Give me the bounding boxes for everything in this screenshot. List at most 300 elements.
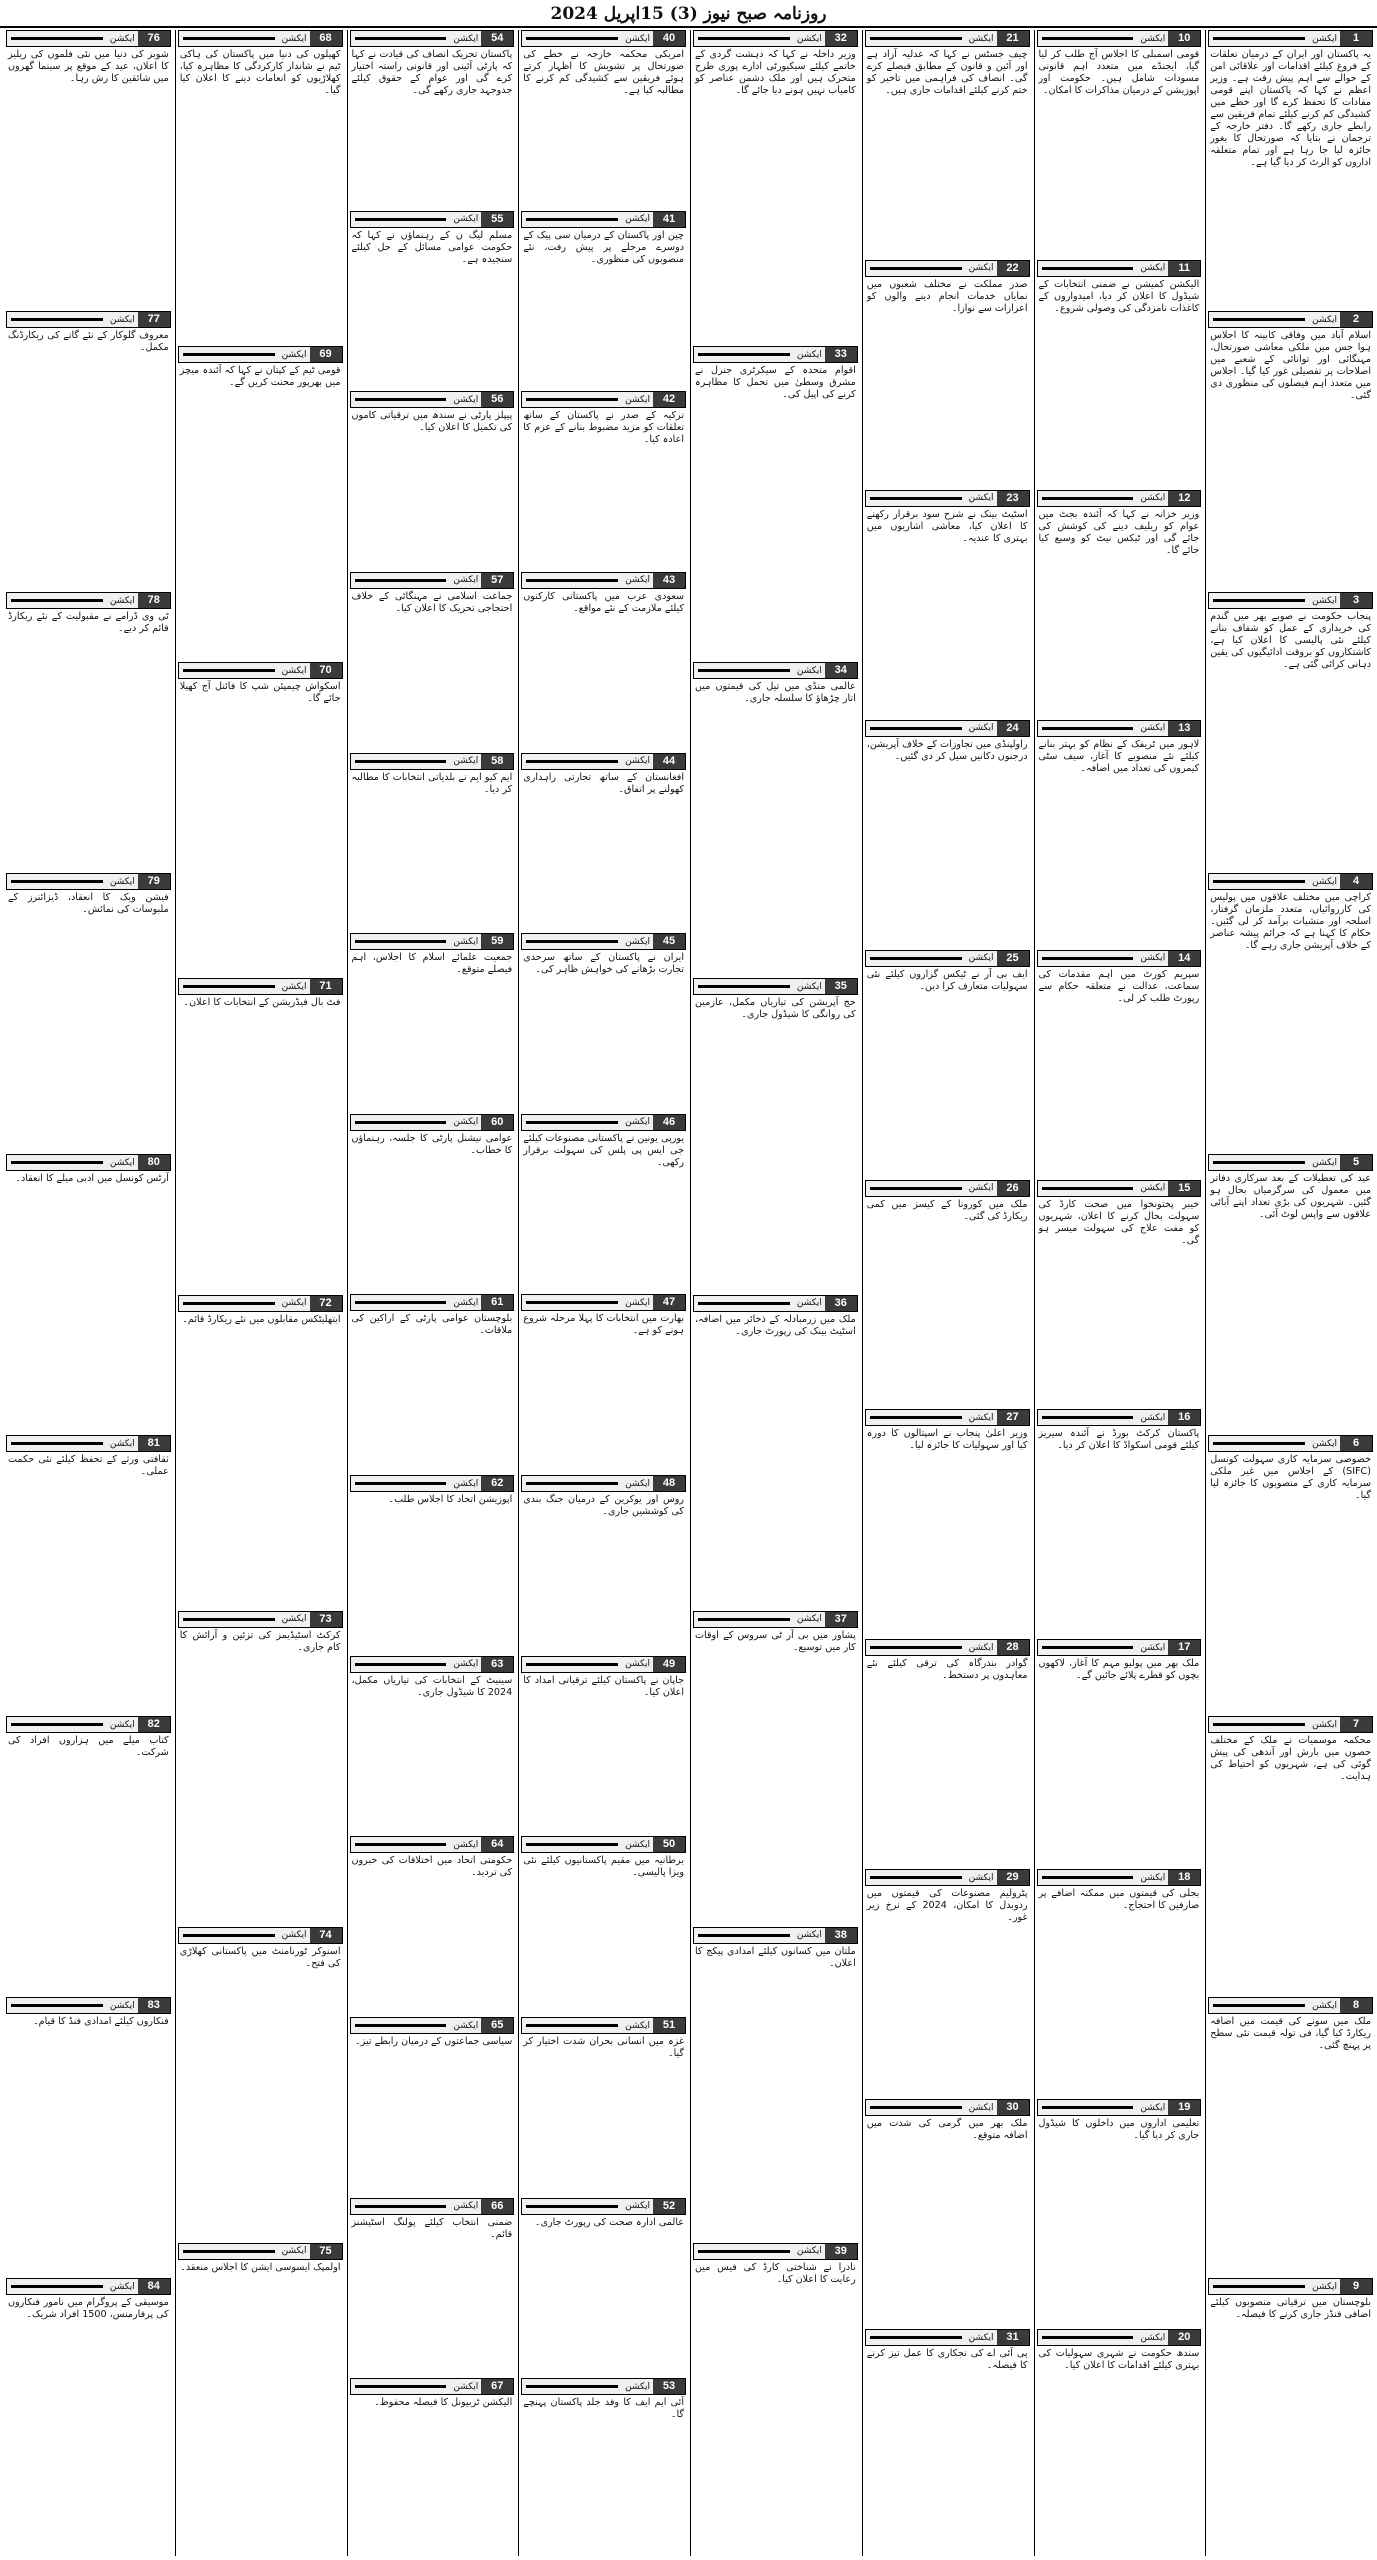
news-item-text: اولمپک ایسوسی ایشن کا اجلاس منعقد۔ bbox=[180, 2261, 341, 2273]
news-item-header bbox=[350, 1836, 515, 1853]
news-item-text: آرٹس کونسل میں ادبی میلے کا انعقاد۔ bbox=[15, 1173, 169, 1184]
header-rule bbox=[355, 2205, 447, 2208]
header-rule bbox=[11, 318, 103, 321]
section-label: ایکشن bbox=[281, 349, 307, 360]
news-item bbox=[521, 1656, 686, 1834]
header-rule bbox=[1213, 37, 1305, 40]
news-item bbox=[1037, 260, 1202, 487]
news-item bbox=[1037, 1869, 1202, 2096]
news-item-header bbox=[693, 346, 858, 363]
header-rule bbox=[870, 497, 962, 500]
section-label: ایکشن bbox=[109, 2281, 135, 2292]
section-label: ایکشن bbox=[109, 876, 135, 887]
news-item bbox=[1208, 873, 1373, 1151]
news-item bbox=[1208, 1997, 1373, 2275]
section-label: ایکشن bbox=[109, 314, 135, 325]
news-item-text: اسنوکر ٹورنامنٹ میں پاکستانی کھلاڑی کی فتح۔ bbox=[179, 1945, 341, 1969]
news-item-header bbox=[521, 2378, 686, 2395]
header-rule bbox=[183, 669, 275, 672]
header-rule bbox=[183, 353, 275, 356]
news-item-text: پاکستان تحریک انصاف کی قیادت نے کہا کہ پارٹی آئینی اور قانونی راستہ اختیار کرے گی اور عوام کے حقوق کیلئے جدوجہد جاری رکھے گی۔ bbox=[351, 49, 513, 96]
news-item-text: پاکستان کرکٹ بورڈ نے آئندہ سیریز کیلئے قومی اسکواڈ کا اعلان کر دیا۔ bbox=[1038, 1428, 1200, 1452]
news-item bbox=[1208, 30, 1373, 308]
header-rule bbox=[183, 37, 275, 40]
section-label: ایکشن bbox=[796, 1298, 822, 1308]
header-rule bbox=[355, 2385, 447, 2388]
section-label: ایکشن bbox=[453, 2381, 479, 2392]
section-label: ایکشن bbox=[796, 1614, 822, 1625]
news-item-number: 13 bbox=[1168, 721, 1200, 736]
section-label: ایکشن bbox=[453, 214, 479, 225]
news-item-number: 47 bbox=[653, 1295, 685, 1310]
news-item bbox=[1037, 490, 1202, 717]
section-label: ایکشن bbox=[625, 936, 650, 947]
news-item bbox=[1208, 2278, 1373, 2556]
news-item-text: اسٹیٹ بینک نے شرح سود برقرار رکھنے کا اعلان کیا، معاشی اشاریوں میں بہتری کا عندیہ۔ bbox=[866, 508, 1028, 544]
news-item bbox=[178, 30, 343, 343]
news-item-header bbox=[350, 2378, 515, 2395]
news-item-header bbox=[521, 1475, 686, 1492]
header-rule bbox=[11, 2285, 103, 2288]
header-rule bbox=[355, 579, 447, 582]
news-item bbox=[350, 1294, 515, 1472]
news-item bbox=[865, 1409, 1030, 1636]
news-item-text: روس اور یوکرین کے درمیان جنگ بندی کی کوششیں جاری۔ bbox=[523, 1494, 684, 1518]
news-item-header bbox=[521, 2017, 686, 2034]
news-item-number: 9 bbox=[1340, 2279, 1372, 2294]
header-rule bbox=[355, 1121, 447, 1124]
news-item-number: 61 bbox=[481, 1295, 513, 1310]
section-label: ایکشن bbox=[453, 575, 479, 586]
news-item-text: یہ پاکستان اور ایران کے درمیان تعلقات کے فروغ کیلئے اقدامات اور علاقائی امن کے حوالے سے اہم پیش رفت ہے۔ وزیر اعظم نے کہا کہ پاکستان اپنے قومی مفادات کا تحفظ کرے گا اور خطے میں کشیدگی کم کرنے کیلئے تمام فریقین سے رابطے جاری رکھے گا۔ دفتر خارجہ کے ترجمان نے بتایا کہ صورتحال کا بغور جائزہ لیا جا رہا ہے اور تمام متعلقہ اداروں کو الرٹ کر دیا گیا ہے۔ bbox=[1210, 49, 1371, 168]
header-rule bbox=[1042, 1416, 1134, 1419]
section-label: ایکشن bbox=[625, 756, 650, 767]
news-item bbox=[865, 2329, 1030, 2556]
news-item bbox=[693, 2243, 858, 2556]
header-rule bbox=[183, 1934, 275, 1937]
news-item bbox=[693, 1611, 858, 1924]
section-label: ایکشن bbox=[968, 1872, 994, 1883]
news-item bbox=[865, 1869, 1030, 2096]
news-item-header bbox=[521, 1656, 686, 1673]
news-item-header bbox=[178, 1295, 343, 1312]
news-item-text: سعودی عرب میں پاکستانی کارکنوں کیلئے ملازمت کے نئے مواقع۔ bbox=[523, 590, 684, 614]
header-rule bbox=[355, 1482, 447, 1485]
news-item-text: ایف بی آر نے ٹیکس گزاروں کیلئے نئی سہولیات متعارف کرا دیں۔ bbox=[866, 968, 1028, 992]
news-item-header bbox=[1037, 260, 1202, 277]
news-item-header bbox=[6, 30, 171, 47]
news-item-text: جمعیت علمائے اسلام کا اجلاس، اہم فیصلے متوقع۔ bbox=[351, 952, 513, 976]
news-item-number: 48 bbox=[653, 1476, 685, 1491]
news-item-text: پنجاب حکومت نے صوبے بھر میں گندم کی خریداری کے عمل کو شفاف بنانے کیلئے نئی پالیسی کا اعلان کیا ہے، کاشتکاروں کو بروقت ادائیگیوں کی یقین دہانی کرائی گئی ہے۔ bbox=[1210, 611, 1371, 670]
header-rule bbox=[11, 1723, 103, 1726]
section-label: ایکشن bbox=[625, 1659, 650, 1670]
news-item-number: 8 bbox=[1340, 1998, 1372, 2013]
news-item-header bbox=[1037, 2329, 1202, 2346]
news-item-text: پشاور میں بی آر ٹی سروس کے اوقات کار میں توسیع۔ bbox=[695, 1629, 856, 1653]
news-item bbox=[178, 662, 343, 975]
header-rule bbox=[1042, 37, 1134, 40]
header-rule bbox=[1213, 1161, 1305, 1164]
news-item-text: ٹی وی ڈرامے نے مقبولیت کے نئے ریکارڈ قائم کر دیے۔ bbox=[8, 611, 169, 634]
news-item-text: شوبز کی دنیا میں نئی فلموں کی ریلیز کا اعلان، عید کے موقع پر سینما گھروں میں شائقین کا رش رہا۔ bbox=[8, 49, 169, 84]
news-item-text: قومی اسمبلی کا اجلاس آج طلب کر لیا گیا، ایجنڈے میں متعدد اہم قانونی مسودات شامل ہیں۔ حکومت اور اپوزیشن کے درمیان مذاکرات کا امکان۔ bbox=[1038, 49, 1200, 96]
header-rule bbox=[355, 37, 447, 40]
news-item-text: خصوصی سرمایہ کاری سہولت کونسل (SIFC) کے اجلاس میں غیر ملکی سرمایہ کاری کے منصوبوں کا جائزہ لیا گیا۔ bbox=[1210, 1454, 1371, 1501]
news-item-number: 62 bbox=[481, 1476, 513, 1491]
news-item-number: 29 bbox=[997, 1870, 1029, 1885]
news-item-header bbox=[350, 572, 515, 589]
news-item bbox=[693, 346, 858, 659]
news-item-header bbox=[865, 490, 1030, 507]
news-item-header bbox=[521, 1836, 686, 1853]
section-label: ایکشن bbox=[796, 33, 822, 44]
news-item-number: 58 bbox=[481, 754, 513, 769]
news-item-number: 26 bbox=[997, 1181, 1029, 1196]
news-item-text: ایران نے پاکستان کے ساتھ سرحدی تجارت بڑھانے کی خواہش ظاہر کی۔ bbox=[523, 952, 684, 976]
news-item-number: 15 bbox=[1168, 1181, 1200, 1196]
news-item-number: 81 bbox=[138, 1436, 170, 1451]
news-item-header bbox=[693, 978, 858, 995]
news-item bbox=[1037, 2329, 1202, 2556]
news-item bbox=[350, 30, 515, 208]
section-label: ایکشن bbox=[1140, 263, 1166, 274]
news-item-text: عالمی ادارہ صحت کی رپورٹ جاری۔ bbox=[534, 2216, 684, 2228]
header-rule bbox=[870, 1416, 962, 1419]
news-item bbox=[521, 2198, 686, 2376]
header-rule bbox=[1213, 880, 1305, 883]
news-item-number: 70 bbox=[310, 663, 342, 678]
news-item bbox=[1208, 1154, 1373, 1432]
section-label: ایکشن bbox=[968, 33, 994, 44]
news-item-number: 25 bbox=[997, 951, 1029, 966]
header-rule bbox=[870, 1876, 962, 1879]
news-item-number: 55 bbox=[481, 212, 513, 227]
header-rule bbox=[526, 1301, 618, 1304]
news-item-header bbox=[521, 572, 686, 589]
news-column bbox=[862, 30, 1030, 2556]
section-label: ایکشن bbox=[1312, 1157, 1337, 1168]
news-item-number: 66 bbox=[481, 2199, 513, 2214]
section-label: ایکشن bbox=[281, 2246, 307, 2257]
section-label: ایکشن bbox=[1140, 1872, 1166, 1883]
news-item-header bbox=[1037, 1869, 1202, 1886]
section-label: ایکشن bbox=[1312, 2000, 1337, 2011]
section-label: ایکشن bbox=[109, 595, 135, 606]
news-item-header bbox=[865, 720, 1030, 737]
header-rule bbox=[526, 2205, 618, 2208]
news-item bbox=[865, 950, 1030, 1177]
header-rule bbox=[698, 353, 790, 356]
news-item bbox=[1037, 720, 1202, 947]
header-rule bbox=[355, 1301, 447, 1304]
news-item-text: فٹ بال فیڈریشن کے انتخابات کا اعلان۔ bbox=[183, 997, 341, 1009]
news-item-text: ملک میں کورونا کے کیسز میں کمی ریکارڈ کی گئی۔ bbox=[866, 1198, 1028, 1222]
news-item-number: 72 bbox=[310, 1296, 342, 1311]
section-label: ایکشن bbox=[968, 1412, 994, 1423]
news-item-number: 59 bbox=[481, 934, 513, 949]
news-item bbox=[865, 2099, 1030, 2326]
news-item bbox=[693, 662, 858, 975]
news-item-number: 2 bbox=[1340, 312, 1372, 327]
news-item-number: 63 bbox=[481, 1657, 513, 1672]
news-item bbox=[178, 2243, 343, 2556]
news-item-header bbox=[1208, 30, 1373, 47]
header-rule bbox=[526, 2024, 618, 2027]
news-item-number: 38 bbox=[825, 1928, 857, 1943]
news-item-number: 68 bbox=[310, 31, 342, 46]
news-item bbox=[1037, 950, 1202, 1177]
news-item-header bbox=[1208, 873, 1373, 890]
header-rule bbox=[870, 1187, 962, 1190]
section-label: ایکشن bbox=[625, 2201, 650, 2212]
news-item-number: 21 bbox=[997, 31, 1029, 46]
news-column bbox=[518, 30, 686, 2556]
news-item-text: حج آپریشن کی تیاریاں مکمل، عازمین کی روانگی کا شیڈول جاری۔ bbox=[695, 997, 856, 1021]
section-label: ایکشن bbox=[453, 756, 479, 767]
news-item-header bbox=[350, 1475, 515, 1492]
news-item-text: آئی ایم ایف کا وفد جلد پاکستان پہنچے گا۔ bbox=[523, 2397, 684, 2421]
news-column bbox=[175, 30, 343, 2556]
news-item-header bbox=[865, 2329, 1030, 2346]
news-item-header bbox=[865, 260, 1030, 277]
header-rule bbox=[526, 37, 618, 40]
news-item-number: 36 bbox=[825, 1296, 857, 1311]
news-item-text: سیاسی جماعتوں کے درمیان رابطے تیز۔ bbox=[355, 2036, 513, 2048]
section-label: ایکشن bbox=[1140, 1642, 1166, 1653]
news-item-number: 33 bbox=[825, 347, 857, 362]
section-label: ایکشن bbox=[453, 33, 479, 44]
news-item-text: ملک بھر میں پولیو مہم کا آغاز، لاکھوں بچوں کو قطرے پلائے جائیں گے۔ bbox=[1038, 1658, 1200, 1682]
news-item-header bbox=[1208, 2278, 1373, 2295]
news-item-text: راولپنڈی میں تجاوزات کے خلاف آپریشن، درجنوں دکانیں سیل کر دی گئیں۔ bbox=[866, 738, 1028, 762]
news-item-text: اپوزیشن اتحاد کا اجلاس طلب۔ bbox=[388, 1494, 513, 1506]
news-item-number: 22 bbox=[997, 261, 1029, 276]
news-item-number: 39 bbox=[825, 2244, 857, 2259]
header-rule bbox=[1213, 318, 1305, 321]
news-item-header bbox=[1208, 1435, 1373, 1452]
header-rule bbox=[1213, 599, 1305, 602]
news-item-number: 79 bbox=[138, 874, 170, 889]
section-label: ایکشن bbox=[109, 1719, 135, 1730]
news-item-text: ضمنی انتخاب کیلئے پولنگ اسٹیشنز قائم۔ bbox=[351, 2216, 513, 2240]
news-item-header bbox=[6, 311, 171, 328]
header-rule bbox=[1042, 2106, 1134, 2109]
news-item-text: امریکی محکمہ خارجہ نے خطے کی صورتحال پر تشویش کا اظہار کرتے ہوئے فریقین سے کشیدگی کم کرنے کا مطالبہ کیا ہے۔ bbox=[523, 49, 684, 96]
header-rule bbox=[1042, 957, 1134, 960]
news-item-number: 51 bbox=[653, 2018, 685, 2033]
news-item-text: وزیر خزانہ نے کہا کہ آئندہ بجٹ میں عوام کو ریلیف دینے کی کوشش کی جائے گی اور ٹیکس نیٹ کو وسیع کیا جائے گا۔ bbox=[1038, 508, 1200, 556]
header-rule bbox=[698, 1302, 790, 1305]
news-item-text: افغانستان کے ساتھ تجارتی راہداری کھولنے پر اتفاق۔ bbox=[523, 771, 684, 795]
news-item-number: 6 bbox=[1340, 1436, 1372, 1451]
header-rule bbox=[355, 760, 447, 763]
news-item bbox=[865, 1180, 1030, 1407]
header-rule bbox=[183, 1302, 275, 1305]
news-item bbox=[350, 391, 515, 569]
news-item-header bbox=[1208, 592, 1373, 609]
news-item bbox=[6, 1716, 171, 1994]
news-item-number: 76 bbox=[138, 31, 170, 46]
news-item-text: حکومتی اتحاد میں اختلافات کی خبروں کی تردید۔ bbox=[351, 1855, 513, 1879]
news-item-header bbox=[350, 1294, 515, 1311]
news-item bbox=[865, 720, 1030, 947]
news-item-number: 57 bbox=[481, 573, 513, 588]
news-item-number: 65 bbox=[481, 2018, 513, 2033]
news-item-number: 41 bbox=[653, 212, 685, 227]
section-label: ایکشن bbox=[453, 2020, 479, 2031]
news-item-text: وزیر داخلہ نے کہا کہ دہشت گردی کے خاتمے کیلئے سیکیورٹی ادارے پوری طرح متحرک ہیں اور ملک دشمن عناصر کو کامیاب نہیں ہونے دیا جائے گا۔ bbox=[695, 49, 856, 96]
news-item-number: 54 bbox=[481, 31, 513, 46]
news-item-number: 10 bbox=[1168, 31, 1200, 46]
news-item-number: 46 bbox=[653, 1115, 685, 1130]
news-item-text: ترکیہ کے صدر نے پاکستان کے ساتھ تعلقات کو مزید مضبوط بنانے کے عزم کا اعادہ کیا۔ bbox=[523, 410, 684, 446]
news-item bbox=[6, 2278, 171, 2556]
header-rule bbox=[870, 2336, 962, 2339]
news-item-text: یورپی یونین نے پاکستانی مصنوعات کیلئے جی ایس پی پلس کی سہولت برقرار رکھی۔ bbox=[523, 1132, 684, 1168]
header-rule bbox=[526, 579, 618, 582]
news-item bbox=[1208, 311, 1373, 589]
news-item-header bbox=[1208, 1997, 1373, 2014]
news-item bbox=[521, 933, 686, 1111]
news-item-header bbox=[521, 391, 686, 408]
news-item bbox=[521, 1475, 686, 1653]
news-item-text: عید کی تعطیلات کے بعد سرکاری دفاتر میں معمول کی سرگرمیاں بحال ہو گئیں۔ شہریوں کی بڑی تعداد اپنے آبائی علاقوں سے واپس لوٹ آئی۔ bbox=[1210, 1173, 1371, 1220]
news-item bbox=[350, 1114, 515, 1292]
news-item-header bbox=[350, 1114, 515, 1131]
news-item bbox=[350, 2198, 515, 2376]
news-item bbox=[6, 311, 171, 589]
section-label: ایکشن bbox=[625, 33, 650, 44]
section-label: ایکشن bbox=[453, 394, 479, 405]
header-rule bbox=[1213, 1723, 1305, 1726]
section-label: ایکشن bbox=[625, 575, 650, 586]
news-item-text: سینیٹ کے انتخابات کی تیاریاں مکمل، 2024 کا شیڈول جاری۔ bbox=[351, 1674, 513, 1698]
news-item-header bbox=[6, 592, 171, 609]
news-item bbox=[178, 1611, 343, 1924]
news-item-number: 20 bbox=[1168, 2330, 1200, 2345]
news-item-text: وزیر اعلیٰ پنجاب نے اسپتالوں کا دورہ کیا اور سہولیات کا جائزہ لیا۔ bbox=[866, 1428, 1028, 1452]
news-item-text: بلوچستان عوامی پارٹی کے اراکین کی ملاقات۔ bbox=[351, 1313, 513, 1337]
news-item-header bbox=[178, 662, 343, 679]
news-item-text: برطانیہ میں مقیم پاکستانیوں کیلئے نئی ویزا پالیسی۔ bbox=[523, 1855, 684, 1879]
news-item bbox=[521, 1836, 686, 2014]
news-item-text: بجلی کی قیمتوں میں ممکنہ اضافے پر صارفین کا احتجاج۔ bbox=[1038, 1888, 1200, 1912]
section-label: ایکشن bbox=[968, 263, 994, 274]
news-item bbox=[6, 30, 171, 308]
news-item-number: 69 bbox=[310, 347, 342, 362]
news-item-number: 35 bbox=[825, 979, 857, 994]
news-item-header bbox=[178, 978, 343, 995]
section-label: ایکشن bbox=[625, 2020, 650, 2031]
news-item bbox=[350, 1475, 515, 1653]
header-rule bbox=[11, 880, 103, 883]
section-label: ایکشن bbox=[968, 953, 994, 964]
section-label: ایکشن bbox=[625, 1839, 650, 1850]
section-label: ایکشن bbox=[1140, 2332, 1166, 2343]
header-rule bbox=[698, 1618, 790, 1621]
news-item-header bbox=[6, 1997, 171, 2014]
header-rule bbox=[698, 1934, 790, 1937]
section-label: ایکشن bbox=[453, 1117, 479, 1128]
section-label: ایکشن bbox=[968, 2332, 994, 2343]
news-item-text: موسیقی کے پروگرام میں نامور فنکاروں کی پرفارمنس، 1500 افراد شریک۔ bbox=[8, 2297, 169, 2320]
news-column bbox=[690, 30, 858, 2556]
header-rule bbox=[526, 1121, 618, 1124]
news-item-header bbox=[865, 1409, 1030, 1426]
news-item-text: ایتھلیٹکس مقابلوں میں نئے ریکارڈ قائم۔ bbox=[182, 1313, 341, 1325]
news-item bbox=[6, 592, 171, 870]
news-item-text: عالمی منڈی میں تیل کی قیمتوں میں اتار چڑھاؤ کا سلسلہ جاری۔ bbox=[695, 681, 856, 705]
news-item-number: 12 bbox=[1168, 491, 1200, 506]
header-rule bbox=[526, 940, 618, 943]
news-item-text: ملتان میں کسانوں کیلئے امدادی پیکج کا اعلان۔ bbox=[695, 1945, 856, 1969]
news-item-header bbox=[865, 2099, 1030, 2116]
header-rule bbox=[11, 37, 103, 40]
news-item bbox=[1037, 30, 1202, 257]
news-item-text: پیپلز پارٹی نے سندھ میں ترقیاتی کاموں کی تکمیل کا اعلان کیا۔ bbox=[351, 410, 513, 434]
header-rule bbox=[698, 985, 790, 988]
news-item-number: 3 bbox=[1340, 593, 1372, 608]
news-item-number: 49 bbox=[653, 1657, 685, 1672]
news-item-text: نادرا نے شناختی کارڈ کی فیس میں رعایت کا اعلان کیا۔ bbox=[695, 2261, 856, 2285]
header-rule bbox=[1042, 727, 1134, 730]
header-rule bbox=[698, 669, 790, 672]
news-item-header bbox=[521, 753, 686, 770]
news-item-header bbox=[1037, 950, 1202, 967]
news-item-header bbox=[1208, 1154, 1373, 1171]
header-rule bbox=[11, 599, 103, 602]
news-item-header bbox=[178, 1611, 343, 1628]
news-item-header bbox=[350, 1656, 515, 1673]
news-item bbox=[521, 391, 686, 569]
news-item bbox=[521, 1114, 686, 1292]
header-rule bbox=[355, 2024, 447, 2027]
news-item-header bbox=[178, 346, 343, 363]
header-rule bbox=[11, 1442, 103, 1445]
news-item-number: 7 bbox=[1340, 1717, 1372, 1732]
section-label: ایکشن bbox=[1140, 493, 1166, 504]
header-rule bbox=[1213, 1442, 1305, 1445]
header-rule bbox=[1213, 2285, 1305, 2288]
news-item-number: 80 bbox=[138, 1155, 170, 1170]
news-item bbox=[693, 1295, 858, 1608]
news-item-text: جاپان نے پاکستان کیلئے ترقیاتی امداد کا اعلان کیا۔ bbox=[523, 1674, 684, 1698]
news-item bbox=[350, 933, 515, 1111]
section-label: ایکشن bbox=[1312, 595, 1337, 606]
header-rule bbox=[1042, 267, 1134, 270]
news-item bbox=[350, 572, 515, 750]
header-rule bbox=[870, 267, 962, 270]
news-item bbox=[521, 572, 686, 750]
news-item bbox=[693, 30, 858, 343]
news-item-number: 30 bbox=[997, 2100, 1029, 2115]
section-label: ایکشن bbox=[796, 665, 822, 676]
section-label: ایکشن bbox=[1312, 314, 1337, 325]
news-item-header bbox=[6, 1435, 171, 1452]
section-label: ایکشن bbox=[109, 2000, 135, 2011]
news-item-header bbox=[693, 1927, 858, 1944]
section-label: ایکشن bbox=[968, 723, 994, 734]
page-header bbox=[0, 0, 1377, 28]
news-item-number: 4 bbox=[1340, 874, 1372, 889]
header-rule bbox=[526, 218, 618, 221]
section-label: ایکشن bbox=[1312, 1719, 1337, 1730]
header-rule bbox=[1042, 2336, 1134, 2339]
news-column bbox=[347, 30, 515, 2556]
news-item bbox=[865, 260, 1030, 487]
news-item-header bbox=[693, 30, 858, 47]
